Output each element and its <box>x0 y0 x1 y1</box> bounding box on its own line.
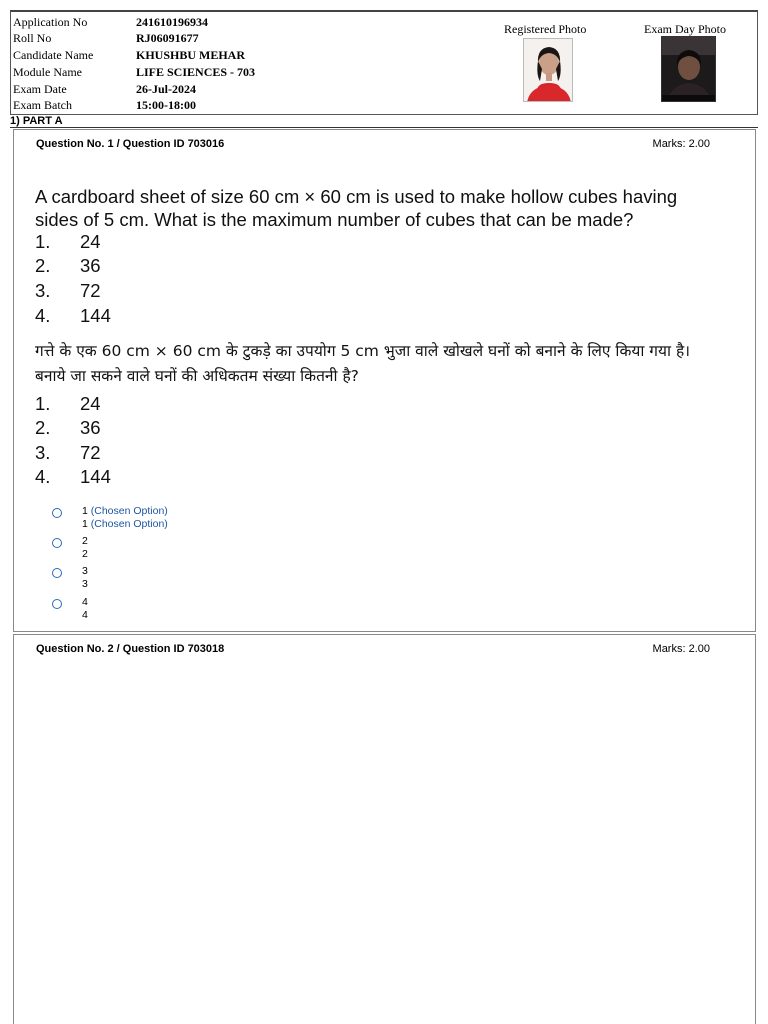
field-label: Roll No <box>13 31 52 45</box>
option-number: 4. <box>35 466 51 487</box>
field-value: 241610196934 <box>136 15 208 29</box>
option-value: 72 <box>80 280 101 301</box>
option-number: 3. <box>35 280 51 301</box>
exam-day-photo <box>661 36 716 102</box>
registered-photo <box>523 38 573 102</box>
choice-line <box>82 505 168 517</box>
field-label: Candidate Name <box>13 48 94 62</box>
option-hi-1 <box>35 392 101 416</box>
candidate-header <box>10 10 758 115</box>
question-title: Question No. 1 / Question ID 703016 <box>36 138 225 150</box>
choice-line: 2 <box>82 548 88 560</box>
field-label: Application No <box>13 15 88 29</box>
option-value: 36 <box>80 255 101 276</box>
option-number: 1. <box>35 231 51 252</box>
option-value: 144 <box>80 466 111 487</box>
field-label: Exam Batch <box>13 98 72 112</box>
option-value: 24 <box>80 231 101 252</box>
question-text-line: A cardboard sheet of size 60 cm × 60 cm is used to make hollow cubes having <box>35 186 678 207</box>
field-value: RJ06091677 <box>136 31 199 45</box>
radio-button[interactable] <box>52 599 62 609</box>
field-value: 15:00-18:00 <box>136 98 196 112</box>
radio-button[interactable] <box>52 508 62 518</box>
option-hi-4 <box>35 465 111 489</box>
question-text-line: गत्ते के एक 60 cm × 60 cm के टुकड़े का उपयोग 5 cm भुजा वाले खोखले घनों को बनाने के लिए किया गया है। <box>35 342 691 360</box>
field-value: KHUSHBU MEHAR <box>136 48 246 62</box>
choice-line <box>82 518 168 530</box>
question-card <box>13 129 756 632</box>
question-marks: Marks: 2.00 <box>652 643 710 655</box>
option-en-3 <box>35 279 101 303</box>
choice-number: 1 <box>82 505 88 517</box>
option-en-1 <box>35 230 101 254</box>
field-label: Module Name <box>13 65 82 79</box>
option-number: 2. <box>35 417 51 438</box>
question-card <box>13 634 756 1024</box>
chosen-option-label: (Chosen Option) <box>90 518 168 530</box>
field-value: LIFE SCIENCES - 703 <box>136 65 256 79</box>
option-hi-3 <box>35 441 101 465</box>
chosen-option-label: (Chosen Option) <box>90 505 168 517</box>
option-number: 1. <box>35 393 51 414</box>
registered-photo-image <box>524 39 573 102</box>
part-divider <box>10 127 758 128</box>
field-value: 26-Jul-2024 <box>136 82 196 96</box>
option-value: 36 <box>80 417 101 438</box>
registered-photo-label: Registered Photo <box>504 22 587 36</box>
question-text-hindi <box>35 339 750 389</box>
option-en-4 <box>35 304 111 328</box>
choice-line: 4 <box>82 609 88 621</box>
exam-day-photo-label: Exam Day Photo <box>644 22 726 36</box>
choice-number: 1 <box>82 518 88 530</box>
choice-line: 4 <box>82 596 88 608</box>
choice-line: 3 <box>82 565 88 577</box>
option-value: 144 <box>80 305 111 326</box>
question-text-english <box>35 185 735 231</box>
question-text-line: sides of 5 cm. What is the maximum number of cubes that can be made? <box>35 209 634 230</box>
exam-day-photo-image <box>662 37 716 102</box>
part-label: 1) PART A <box>10 115 63 127</box>
option-hi-2 <box>35 416 101 440</box>
option-number: 4. <box>35 305 51 326</box>
question-marks: Marks: 2.00 <box>652 138 710 150</box>
field-label: Exam Date <box>13 82 67 96</box>
choice-line: 3 <box>82 578 88 590</box>
radio-button[interactable] <box>52 538 62 548</box>
radio-button[interactable] <box>52 568 62 578</box>
option-number: 2. <box>35 255 51 276</box>
option-number: 3. <box>35 442 51 463</box>
choice-line: 2 <box>82 535 88 547</box>
question-title: Question No. 2 / Question ID 703018 <box>36 643 225 655</box>
option-value: 24 <box>80 393 101 414</box>
option-en-2 <box>35 254 101 278</box>
question-text-line: बनाये जा सकने वाले घनों की अधिकतम संख्या कितनी है? <box>35 367 359 385</box>
option-value: 72 <box>80 442 101 463</box>
